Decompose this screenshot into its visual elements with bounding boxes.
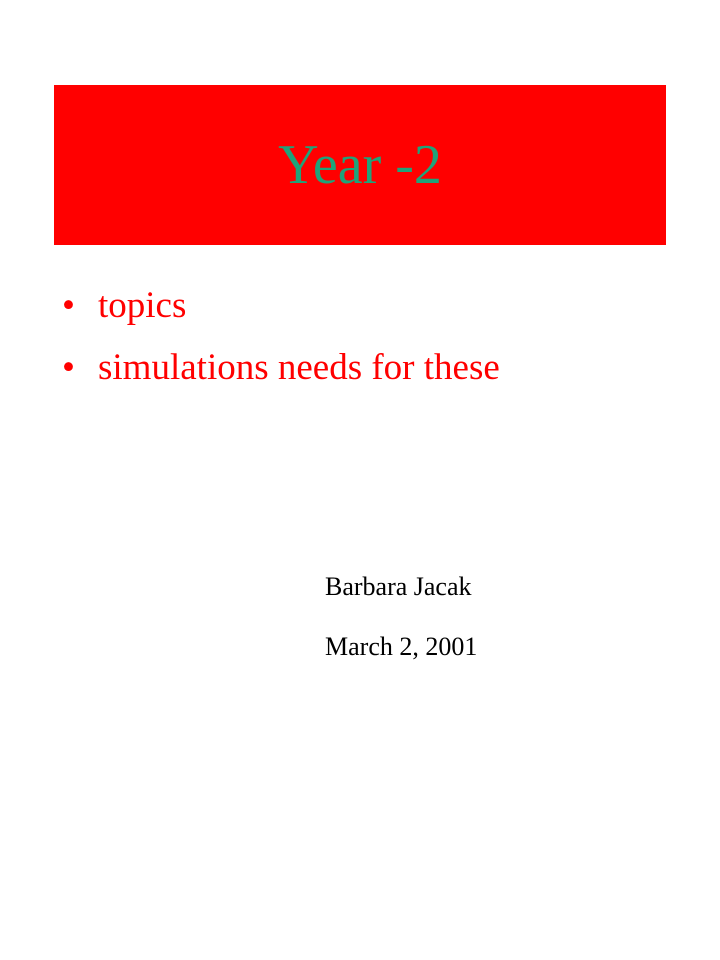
slide-title: Year -2: [278, 134, 442, 196]
author-block: [325, 567, 477, 687]
bullet-text: simulations needs for these: [98, 347, 500, 388]
author-name: Barbara Jacak: [325, 572, 472, 601]
presentation-date: March 2, 2001: [325, 632, 478, 661]
bullet-item: [62, 284, 500, 346]
bullet-item: [62, 346, 500, 408]
title-banner: [54, 85, 666, 245]
bullet-text: topics: [98, 285, 187, 326]
bullet-icon: •: [62, 347, 75, 388]
bullet-list: [62, 284, 500, 408]
bullet-icon: •: [62, 285, 75, 326]
